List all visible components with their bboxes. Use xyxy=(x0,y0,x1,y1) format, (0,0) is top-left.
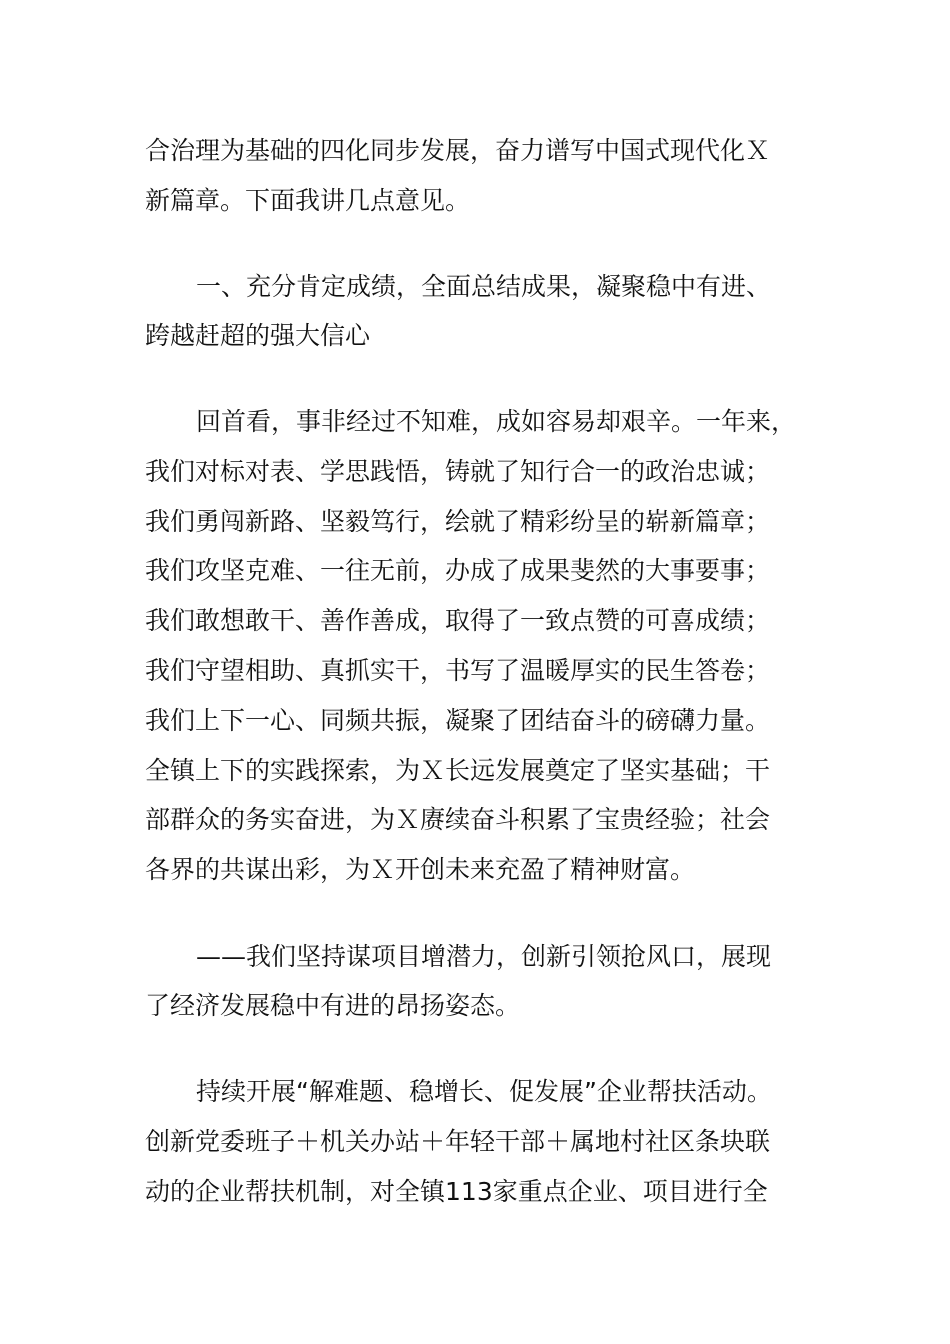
paragraph-3-line-10: 各界的共谋出彩，为Ｘ开创未来充盈了精神财富。 xyxy=(145,855,696,884)
paragraph-1-line-2: 新篇章。下面我讲几点意见。 xyxy=(145,186,471,215)
paragraph-4-line-2: 了经济发展稳中有进的昂扬姿态。 xyxy=(145,991,521,1020)
paragraph-3-line-2: 我们对标对表、学思践悟，铸就了知行合一的政治忠诚； xyxy=(145,457,771,486)
paragraph-5-line-1: 持续开展“解难题、稳增长、促发展”企业帮扶活动。 xyxy=(196,1077,772,1106)
paragraph-5-line-3: 动的企业帮扶机制，对全镇113家重点企业、项目进行全 xyxy=(145,1177,768,1206)
paragraph-3-line-3: 我们勇闯新路、坚毅笃行，绘就了精彩纷呈的崭新篇章； xyxy=(145,507,771,536)
section-heading-line-1: 一、充分肯定成绩，全面总结成果，凝聚稳中有进、 xyxy=(196,272,772,301)
paragraph-3-line-1: 回首看，事非经过不知难，成如容易却艰辛。一年来， xyxy=(196,407,797,436)
paragraph-5-line-2: 创新党委班子＋机关办站＋年轻干部＋属地村社区条块联 xyxy=(145,1127,771,1156)
paragraph-3-line-9: 部群众的务实奋进，为Ｘ赓续奋斗积累了宝贵经验；社会 xyxy=(145,805,771,834)
paragraph-3-line-5: 我们敢想敢干、善作善成，取得了一致点赞的可喜成绩； xyxy=(145,606,771,635)
paragraph-1-line-1: 合治理为基础的四化同步发展，奋力谱写中国式现代化Ｘ xyxy=(145,136,771,165)
paragraph-3-line-8: 全镇上下的实践探索，为Ｘ长远发展奠定了坚实基础；干 xyxy=(145,756,771,785)
paragraph-3-line-7: 我们上下一心、同频共振，凝聚了团结奋斗的磅礴力量。 xyxy=(145,706,771,735)
paragraph-3-line-6: 我们守望相助、真抓实干，书写了温暖厚实的民生答卷； xyxy=(145,656,771,685)
section-heading-line-2: 跨越赶超的强大信心 xyxy=(145,321,371,350)
paragraph-3-line-4: 我们攻坚克难、一往无前，办成了成果斐然的大事要事； xyxy=(145,556,771,585)
paragraph-4-line-1: ——我们坚持谋项目增潜力，创新引领抢风口，展现 xyxy=(196,942,772,971)
